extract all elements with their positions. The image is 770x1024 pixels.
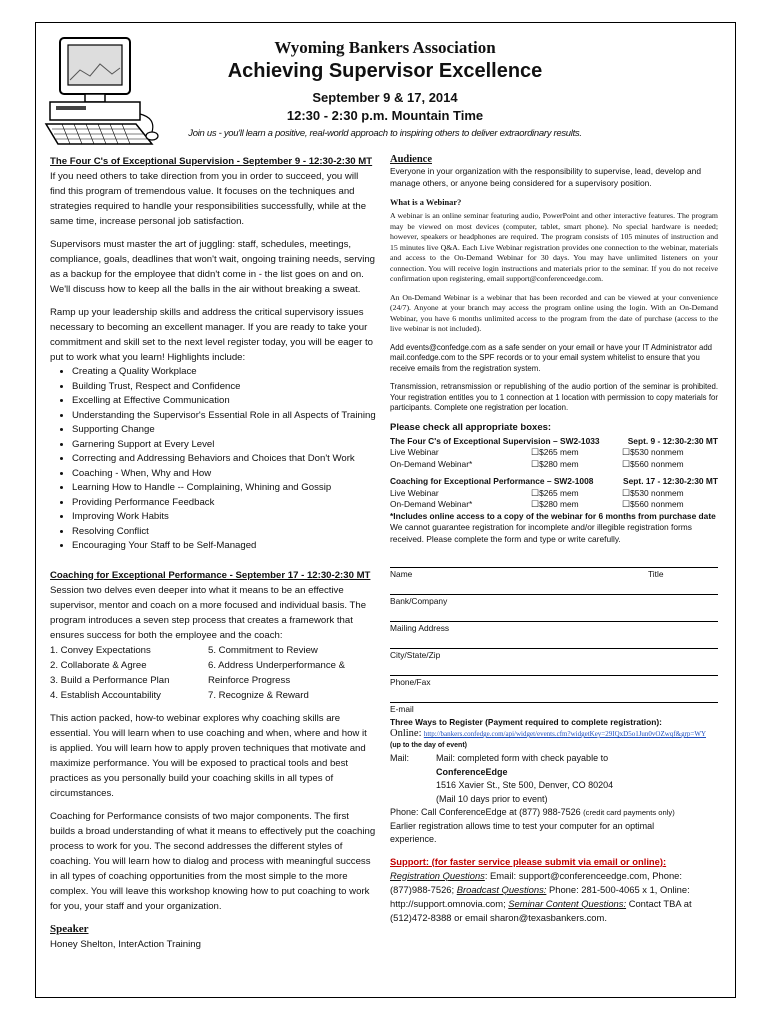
checkbox-icon[interactable]: ☐ bbox=[622, 487, 631, 498]
broadcast-questions-label: Broadcast Questions: bbox=[456, 883, 547, 895]
online-row bbox=[390, 728, 718, 751]
checkbox-icon[interactable]: ☐ bbox=[622, 499, 631, 509]
org-name: Wyoming Bankers Association bbox=[274, 38, 496, 57]
webinar-text: A webinar is an online seminar featuring audio, PowerPoint and other interactive features. The program may be viewed on most devices (computer, tablet, smart phone). No special hardware is needed; however, speakers or headphones are required. The program consists of 105 minutes of instruction and 15 minutes live Q&A. Each Live Webinar registration provides one connection to the webinar, materials and access to the On-Demand Webinar for 30 days. You may have unlimited listeners on your connection. You will receive login instructions and materials prior to the seminar. If you do not receive confirmation upon registering, email support@conferenceedge.com. bbox=[390, 211, 718, 283]
phone-note: (credit card payments only) bbox=[583, 808, 675, 817]
email-field[interactable] bbox=[390, 702, 718, 715]
checkbox-icon[interactable]: ☐ bbox=[531, 458, 540, 469]
phone-field[interactable] bbox=[390, 675, 718, 688]
mail-line: (Mail 10 days prior to event) bbox=[436, 793, 548, 804]
list-item: • Improving Work Habits bbox=[72, 510, 376, 525]
program1-ondemand-mem: $280 mem bbox=[539, 458, 579, 469]
steps-list bbox=[50, 643, 376, 703]
name-field[interactable] bbox=[390, 567, 718, 580]
phone-label: Phone/Fax bbox=[390, 677, 431, 687]
highlights-list bbox=[50, 365, 376, 554]
step-item: 1. Convey Expectations bbox=[50, 644, 151, 656]
mail-line: Mail: completed form with check payable to bbox=[436, 753, 609, 763]
speaker-heading: Speaker bbox=[50, 922, 89, 935]
left-column bbox=[50, 154, 376, 952]
program2-title: Coaching for Exceptional Performance – SW2-1008 bbox=[390, 476, 594, 486]
mail-line: ConferenceEdge bbox=[436, 766, 508, 777]
online-note: (up to the day of event) bbox=[390, 742, 467, 749]
list-item: • Building Trust, Respect and Confidence bbox=[72, 380, 376, 395]
online-label: Online: bbox=[390, 728, 422, 739]
phone-line: Phone: Call ConferenceEdge at (877) 988-7526 bbox=[390, 807, 581, 817]
list-item: • Providing Performance Feedback bbox=[72, 496, 376, 511]
list-item: • Resolving Conflict bbox=[72, 525, 376, 540]
program2-date: Sept. 17 - 12:30-2:30 MT bbox=[623, 476, 718, 486]
step-item: 3. Build a Performance Plan bbox=[50, 674, 170, 686]
event-dates: September 9 & 17, 2014 bbox=[312, 90, 458, 105]
includes-note: *Includes online access to a copy of the webinar for 6 months from purchase date bbox=[390, 510, 716, 521]
session1-intro: If you need others to take direction from you in order to succeed, you will find this program of tremendous value. It focuses on the techniques and strategies required to handle your responsibilities successfully, while at the same time, increase personal job satisfaction. bbox=[50, 171, 367, 227]
list-item: • Encouraging Your Staff to be Self-Managed bbox=[72, 539, 376, 554]
session2-components: Coaching for Performance consists of two major components. The first builds a broad understanding of what it means to effectively put the coaching process to work for you. The second addresses the different styles of coaching. You will learn how to dialog and process with meaningful success in all types of coaching opportunities from the most simple to the more complex. You will leave this workshop knowing how to put coaching to work for you, your staff and your organization. bbox=[50, 810, 376, 912]
program1-ondemand-nonmem: $560 nonmem bbox=[630, 458, 684, 469]
program2-ondemand-mem: $280 mem bbox=[539, 499, 579, 509]
program2-ondemand-row bbox=[390, 499, 718, 511]
list-item: • Supporting Change bbox=[72, 423, 376, 438]
safe-sender-note: Add events@confedge.com as a safe sender on your email or have your IT Administrator add mail.confedge.com to the SPF records or to your email system whitelist to ensure that you receive emails from the registration system. bbox=[390, 342, 712, 373]
earlier-registration-note: Earlier registration allows time to test your computer for an optimal experience. bbox=[390, 820, 655, 844]
webinar-heading: What is a Webinar? bbox=[390, 198, 462, 207]
audience-heading: Audience bbox=[390, 154, 432, 165]
mail-block bbox=[390, 752, 718, 806]
session2-body: This action packed, how-to webinar explores why coaching skills are essential. You will learn when to use coaching and when, where and how it is applied. You will learn how to apply proven techniques that motivate and maximize performance. You will be exposed to practical tools and best practices as you personally build your coaching skills in all types of circumstances. bbox=[50, 712, 367, 799]
session1-juggling: Supervisors must master the art of juggling: staff, schedules, meetings, compliance, goals, deadlines that won't wait, ongoing training needs, serving as a backup for the employee that didn't come in - the list goes on and on. We'll discuss how to keep all the balls in the air without breaking a sweat. bbox=[50, 239, 376, 295]
program2-live-mem: $265 mem bbox=[539, 487, 579, 498]
mail-line: 1516 Xavier St., Ste 500, Denver, CO 80204 bbox=[436, 780, 614, 790]
step-item: 2. Collaborate & Agree bbox=[50, 659, 147, 671]
program1-date: Sept. 9 - 12:30-2:30 MT bbox=[627, 435, 718, 446]
event-times: 12:30 - 2:30 p.m. Mountain Time bbox=[286, 108, 484, 123]
checkbox-icon[interactable]: ☐ bbox=[622, 458, 631, 469]
audience-text: Everyone in your organization with the responsibility to supervise, lead, develop and manage others, or anyone being considered for a supervisory position. bbox=[390, 166, 701, 188]
city-field[interactable] bbox=[390, 648, 718, 661]
list-item: • Coaching - When, Why and How bbox=[72, 467, 376, 482]
tagline: Join us - you'll learn a positive, real-world approach to inspiring others to deliver extraordinary results. bbox=[188, 128, 582, 139]
registration-questions-text: : Email: support@conferenceedge.com, Phone: (877)988-7526; bbox=[390, 869, 682, 895]
program1-title: The Four C's of Exceptional Supervision – SW2-1033 bbox=[390, 435, 600, 446]
mailing-field[interactable] bbox=[390, 621, 718, 634]
support-heading: Support: (for faster service please submit via email or online): bbox=[390, 855, 667, 867]
list-item: • Understanding the Supervisor's Essential Role in all Aspects of Training bbox=[72, 409, 376, 424]
checkbox-icon[interactable]: ☐ bbox=[531, 447, 540, 457]
support-block bbox=[390, 855, 718, 925]
session1-heading: The Four C's of Exceptional Supervision - September 9 - 12:30-2:30 MT bbox=[50, 156, 373, 167]
page-title: Achieving Supervisor Excellence bbox=[227, 60, 543, 82]
list-item: • Correcting and Addressing Behaviors and Choices that Don't Work bbox=[72, 452, 376, 467]
program1-ondemand-row bbox=[390, 459, 718, 471]
checkbox-icon[interactable]: ☐ bbox=[531, 487, 540, 498]
bank-field[interactable] bbox=[390, 594, 718, 607]
list-item: • Creating a Quality Workplace bbox=[72, 365, 376, 380]
program1-ondemand-label: On-Demand Webinar* bbox=[390, 458, 473, 469]
city-label: City/State/Zip bbox=[390, 650, 441, 660]
program2-header bbox=[390, 476, 718, 488]
name-label: Name bbox=[390, 569, 413, 579]
content-questions-label: Seminar Content Questions: bbox=[508, 897, 627, 909]
step-item: 5. Commitment to Review bbox=[208, 644, 318, 656]
checkbox-icon[interactable]: ☐ bbox=[531, 499, 540, 509]
list-item: • Excelling at Effective Communication bbox=[72, 394, 376, 409]
step-item: 4. Establish Accountability bbox=[50, 689, 161, 701]
registration-questions-label: Registration Questions bbox=[390, 869, 485, 881]
content-questions-text: Contact TBA at (512)472-8388 or email sharon@texasbankers.com. bbox=[390, 897, 692, 923]
list-item: • Learning How to Handle -- Complaining, Whining and Gossip bbox=[72, 481, 376, 496]
program1-live-mem: $265 mem bbox=[539, 447, 579, 457]
step-item: 7. Recognize & Reward bbox=[208, 689, 309, 701]
bank-label: Bank/Company bbox=[390, 596, 448, 606]
guarantee-note: We cannot guarantee registration for incomplete and/or illegible registration forms received. Please complete the form and type or write carefully. bbox=[390, 522, 692, 544]
program2-live-nonmem: $530 nonmem bbox=[630, 487, 684, 498]
program2-live-label: Live Webinar bbox=[390, 487, 439, 498]
mailing-label: Mailing Address bbox=[390, 623, 450, 633]
right-column bbox=[390, 154, 718, 925]
broadcast-questions-text: Phone: 281-500-4065 x 1, Online: http://support.omnovia.com; bbox=[390, 883, 690, 909]
program1-header bbox=[390, 436, 718, 448]
program2-ondemand-label: On-Demand Webinar* bbox=[390, 499, 473, 509]
phone-row bbox=[390, 806, 718, 820]
program1-live-row bbox=[390, 447, 718, 459]
program1-live-label: Live Webinar bbox=[390, 447, 439, 457]
ondemand-text: An On-Demand Webinar is a webinar that has been recorded and can be viewed at your convenience (24/7). Anyone at your branch may access the program online using the login. With an On-Demand Webinar, you have 6 months unlimited access to the program from the date of purchase (access to the live webinar is not included). bbox=[390, 292, 718, 333]
speaker-name: Honey Shelton, InterAction Training bbox=[50, 938, 201, 950]
email-label: E-mail bbox=[390, 704, 414, 714]
program2-ondemand-nonmem: $560 nonmem bbox=[630, 499, 684, 509]
checkbox-icon[interactable]: ☐ bbox=[622, 447, 631, 457]
program1-live-nonmem: $530 nonmem bbox=[630, 447, 684, 457]
title-label: Title bbox=[648, 569, 664, 579]
transmission-note: Transmission, retransmission or republishing of the audio portion of the seminar is prohibited. Your registration entitles you to 1 connection at 1 location with permission to copy materials for participants. Complete one registration per location. bbox=[390, 382, 718, 412]
session2-intro: Session two delves even deeper into what it means to be an effective supervisor, mentor and coach on a more focused and individual basis. The program introduces a seven step process that creates a framework that ensures success for both the employee and the coach: bbox=[50, 584, 367, 641]
session1-rampup: Ramp up your leadership skills and address the critical supervisory issues necessary to becoming an excellent manager. If you are ready to take your commitment and skill set to the next level register today, you will be eager to put to work what you learn! Highlights include: bbox=[50, 307, 373, 363]
ways-heading: Three Ways to Register (Payment required to complete registration): bbox=[390, 717, 662, 727]
step-item: 6. Address Underperformance & Reinforce Progress bbox=[208, 659, 346, 686]
program2-live-row bbox=[390, 488, 718, 500]
online-register-link[interactable]: http://bankers.confedge.com/api/widget/events.cfm?widgetKey=29IQxD5o1Jun0vOZwqf&grp=WY bbox=[423, 730, 707, 738]
mail-label: Mail: bbox=[390, 753, 410, 763]
session2-heading: Coaching for Exceptional Performance - September 17 - 12:30-2:30 MT bbox=[50, 569, 371, 581]
check-heading: Please check all appropriate boxes: bbox=[390, 421, 552, 433]
list-item: • Garnering Support at Every Level bbox=[72, 438, 376, 453]
